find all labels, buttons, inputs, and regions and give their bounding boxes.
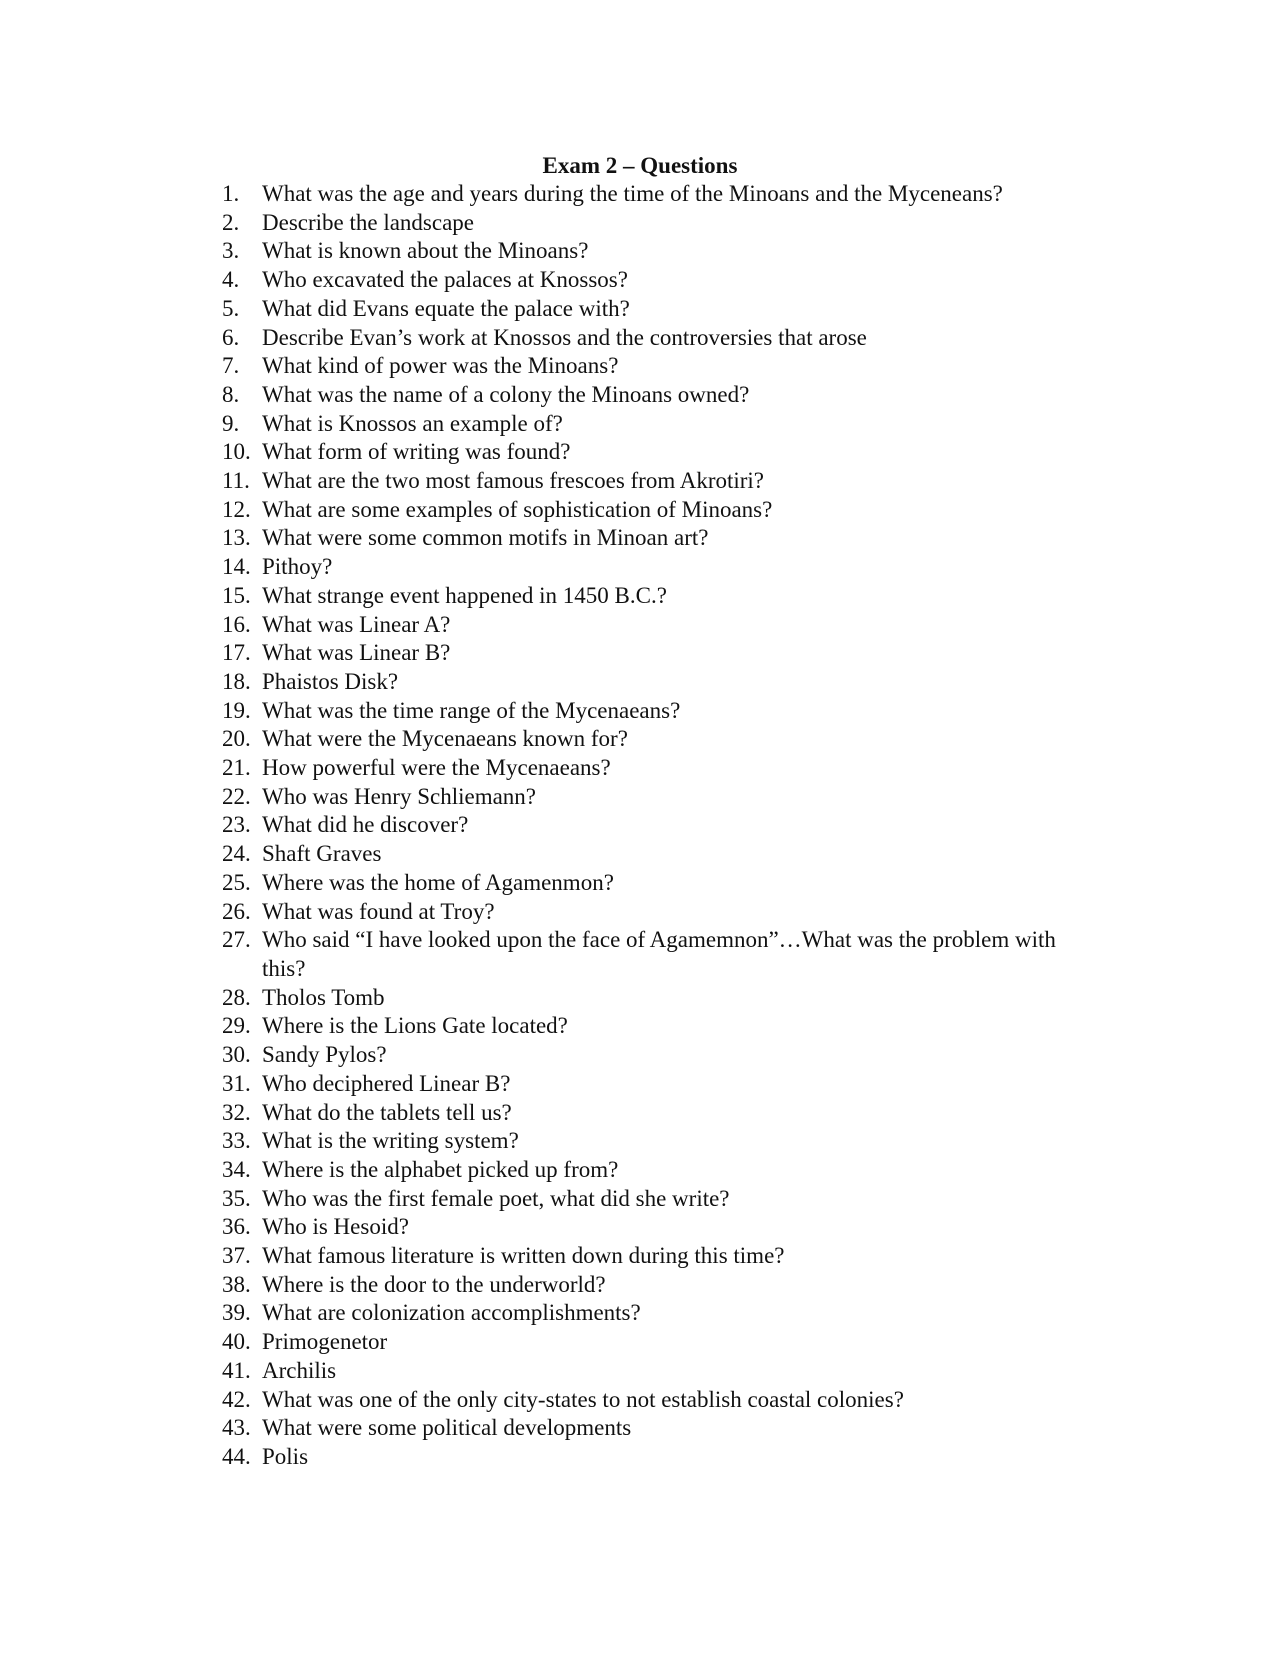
question-item (222, 1213, 1102, 1242)
question-item (222, 438, 1102, 467)
question-text: Shaft Graves (262, 841, 382, 867)
question-text: What was the age and years during the time of the Minoans and the Myceneans? (262, 181, 1003, 206)
question-item (222, 754, 1102, 783)
question-number: 31. (222, 1070, 251, 1096)
question-number: 8. (222, 381, 240, 407)
question-item (222, 1357, 1102, 1386)
question-number: 30. (222, 1042, 251, 1068)
question-item (222, 381, 1102, 410)
question-number: 25. (222, 869, 251, 895)
question-item (222, 1099, 1102, 1128)
question-item (222, 295, 1102, 324)
question-item (222, 697, 1102, 726)
question-number: 32. (222, 1099, 251, 1125)
question-number: 41. (222, 1357, 251, 1383)
question-text: Who said “I have looked upon the face of Agamemnon”…What was the problem with this? (262, 927, 1056, 981)
question-text: Phaistos Disk? (262, 668, 399, 694)
question-item (222, 524, 1102, 553)
question-text: What strange event happened in 1450 B.C.? (262, 582, 667, 608)
question-text: What did Evans equate the palace with? (262, 295, 630, 321)
question-item (222, 926, 1102, 983)
question-item (222, 496, 1102, 525)
question-item (222, 1443, 1102, 1472)
question-item (222, 266, 1102, 295)
question-item (222, 1386, 1102, 1415)
question-text: What were the Mycenaeans known for? (262, 726, 628, 752)
question-text: Primogenetor (262, 1329, 388, 1355)
question-text: What form of writing was found? (262, 439, 571, 465)
question-list (222, 180, 1102, 1472)
question-text: What is known about the Minoans? (262, 238, 589, 264)
question-item (222, 840, 1102, 869)
question-number: 23. (222, 812, 251, 838)
question-item (222, 783, 1102, 812)
question-text: Who excavated the palaces at Knossos? (262, 267, 628, 293)
question-item (222, 984, 1102, 1013)
question-number: 6. (222, 324, 240, 350)
page-title: Exam 2 – Questions (542, 153, 738, 178)
question-number: 2. (222, 209, 240, 235)
question-number: 7. (222, 353, 240, 379)
question-item (222, 1185, 1102, 1214)
question-text: Describe Evan’s work at Knossos and the controversies that arose (262, 324, 867, 350)
question-text: What famous literature is written down during this time? (262, 1243, 785, 1269)
question-text: Tholos Tomb (262, 984, 385, 1010)
question-item (222, 352, 1102, 381)
question-text: Who was the first female poet, what did she write? (262, 1185, 730, 1211)
question-item (222, 869, 1102, 898)
question-item (222, 1414, 1102, 1443)
question-text: What is Knossos an example of? (262, 410, 563, 436)
question-number: 37. (222, 1243, 251, 1269)
question-text: Who deciphered Linear B? (262, 1070, 511, 1096)
question-item (222, 668, 1102, 697)
question-number: 26. (222, 898, 251, 924)
question-text: Who is Hesoid? (262, 1214, 409, 1240)
question-number: 28. (222, 984, 251, 1010)
question-text: Describe the landscape (262, 209, 475, 235)
question-text: What are the two most famous frescoes from Akrotiri? (262, 468, 765, 494)
question-item (222, 1242, 1102, 1271)
question-item (222, 1127, 1102, 1156)
question-number: 14. (222, 554, 251, 580)
question-item (222, 1328, 1102, 1357)
question-item (222, 639, 1102, 668)
question-item (222, 467, 1102, 496)
question-item (222, 811, 1102, 840)
question-number: 12. (222, 496, 251, 522)
question-text: Sandy Pylos? (262, 1042, 387, 1068)
question-number: 36. (222, 1214, 251, 1240)
question-number: 44. (222, 1443, 251, 1469)
question-text: What was Linear B? (262, 640, 451, 666)
question-text: What were some political developments (262, 1415, 632, 1441)
question-item (222, 611, 1102, 640)
question-item (222, 1299, 1102, 1328)
question-text: What are colonization accomplishments? (262, 1300, 641, 1326)
question-text: Pithoy? (262, 554, 333, 580)
question-number: 40. (222, 1329, 251, 1355)
question-text: Who was Henry Schliemann? (262, 783, 537, 809)
question-number: 3. (222, 238, 240, 264)
question-text: Where is the door to the underworld? (262, 1271, 606, 1297)
question-number: 20. (222, 726, 251, 752)
question-item (222, 582, 1102, 611)
question-item (222, 1070, 1102, 1099)
question-text: What was one of the only city-states to not establish coastal colonies? (262, 1386, 904, 1412)
question-item (222, 1271, 1102, 1300)
question-text: What was found at Troy? (262, 898, 495, 924)
question-number: 33. (222, 1128, 251, 1154)
question-number: 17. (222, 640, 251, 666)
question-text: What are some examples of sophistication of Minoans? (262, 496, 773, 522)
question-number: 4. (222, 267, 240, 293)
question-number: 10. (222, 439, 251, 465)
question-item (222, 898, 1102, 927)
question-number: 15. (222, 582, 251, 608)
question-number: 19. (222, 697, 251, 723)
question-text: Polis (262, 1443, 309, 1469)
question-number: 9. (222, 410, 240, 436)
question-item (222, 324, 1102, 353)
question-number: 35. (222, 1185, 251, 1211)
question-item (222, 1156, 1102, 1185)
question-number: 43. (222, 1415, 251, 1441)
question-text: What was the name of a colony the Minoans owned? (262, 381, 750, 407)
question-number: 34. (222, 1156, 251, 1182)
question-number: 24. (222, 841, 251, 867)
question-text: What was Linear A? (262, 611, 451, 637)
question-number: 29. (222, 1013, 251, 1039)
question-number: 38. (222, 1271, 251, 1297)
question-text: What do the tablets tell us? (262, 1099, 512, 1125)
question-number: 27. (222, 927, 251, 953)
question-item (222, 1012, 1102, 1041)
question-text: What was the time range of the Mycenaeans? (262, 697, 681, 723)
question-text: How powerful were the Mycenaeans? (262, 755, 611, 781)
question-item (222, 237, 1102, 266)
question-number: 11. (222, 468, 250, 494)
question-text: Archilis (262, 1357, 337, 1383)
question-number: 5. (222, 295, 240, 321)
question-number: 21. (222, 755, 251, 781)
question-number: 1. (222, 181, 240, 206)
question-item (222, 725, 1102, 754)
question-number: 22. (222, 783, 251, 809)
question-item (222, 209, 1102, 238)
question-number: 18. (222, 668, 251, 694)
question-item (222, 180, 1102, 209)
question-text: Where is the alphabet picked up from? (262, 1156, 619, 1182)
question-text: Where is the Lions Gate located? (262, 1013, 568, 1039)
question-number: 13. (222, 525, 251, 551)
question-text: What kind of power was the Minoans? (262, 353, 619, 379)
question-text: What were some common motifs in Minoan art? (262, 525, 709, 551)
question-text: What did he discover? (262, 812, 469, 838)
question-number: 16. (222, 611, 251, 637)
question-item (222, 1041, 1102, 1070)
question-item (222, 553, 1102, 582)
question-number: 42. (222, 1386, 251, 1412)
question-text: Where was the home of Agamenmon? (262, 869, 614, 895)
question-number: 39. (222, 1300, 251, 1326)
question-item (222, 410, 1102, 439)
question-text: What is the writing system? (262, 1128, 519, 1154)
